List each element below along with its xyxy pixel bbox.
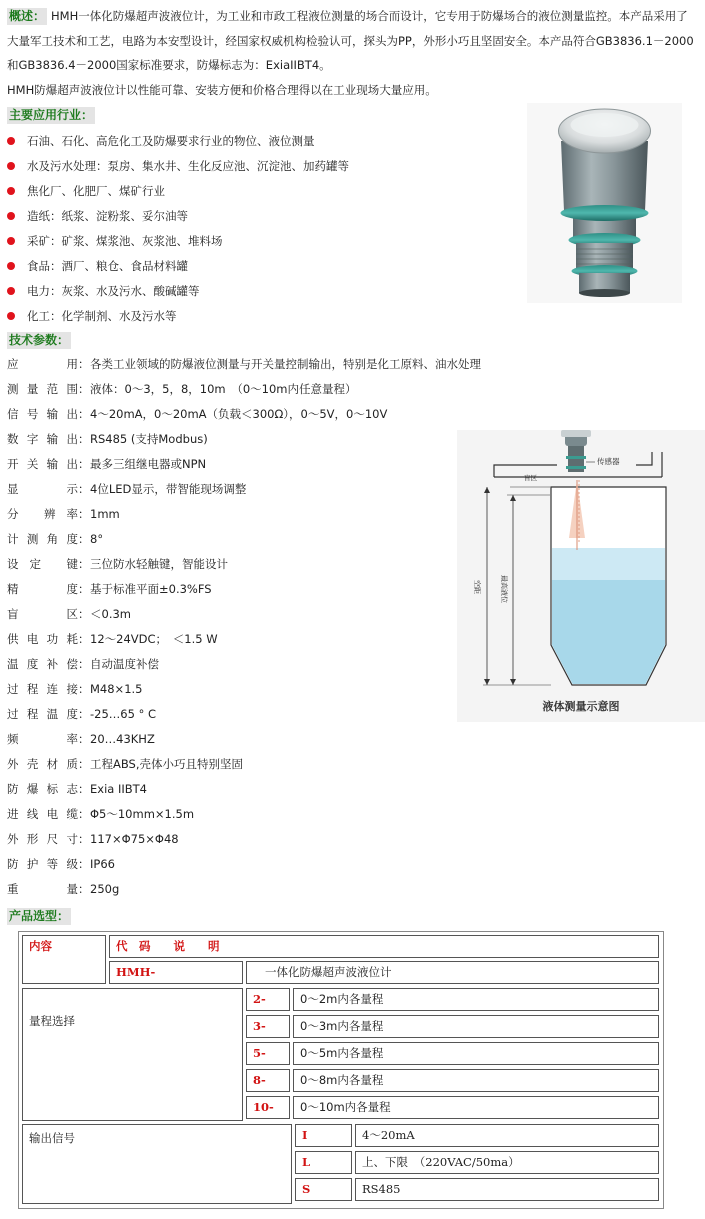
range-label-cell: 量程选择 [22,988,243,1121]
spec-row [7,402,527,427]
spec-label: 测量范围 [7,382,78,396]
spec-value: Φ5～10mm×1.5m [90,807,195,821]
spec-row [7,677,527,702]
spec-colon: ： [78,707,90,721]
spec-value: Exia IIBT4 [90,782,147,796]
spec-label: 精 度 [7,582,78,596]
applications-title: 主要应用行业： [9,108,94,122]
application-item [7,180,517,205]
spec-value: 1mm [90,507,120,521]
application-text: 石油、石化、高危化工及防爆要求行业的物位、液位测量 [27,134,315,148]
range-desc-cell: 0～3m内各量程 [293,1015,659,1038]
spec-label: 数字输出 [7,432,78,446]
spec-value: 12～24VDC； ＜1.5 W [90,632,218,646]
spec-value: 250g [90,882,120,896]
spec-label: 重 量 [7,882,78,896]
application-item [7,280,517,305]
range-code-cell: 3- [246,1015,290,1038]
application-text: 焦化厂、化肥厂、煤矿行业 [27,184,165,198]
range-desc-cell: 0～5m内各量程 [293,1042,659,1065]
spec-value: 最多三组继电器或NPN [90,457,207,471]
spec-value: 117×Φ75×Φ48 [90,832,179,846]
spec-colon: ： [78,482,90,496]
application-text: 化工：化学制剂、水及污水等 [27,309,177,323]
spec-row [7,777,527,802]
spec-colon: ： [78,832,90,846]
spec-value: RS485 (支持Modbus) [90,432,208,446]
spec-colon: ： [78,757,90,771]
bullet-icon [7,187,15,195]
spec-colon: ： [78,582,90,596]
application-text: 造纸：纸浆、淀粉浆、妥尔油等 [27,209,188,223]
spec-label: 显 示 [7,482,78,496]
bullet-icon [7,162,15,170]
range-desc-cell: 0～10m内各量程 [293,1096,659,1119]
application-text: 食品：酒厂、粮仓、食品材料罐 [27,259,188,273]
spec-value: 自动温度补偿 [90,657,159,671]
spec-colon: ： [78,432,90,446]
output-desc-cell: 上、下限 （220VAC/50ma） [355,1151,659,1174]
spec-colon: ： [78,557,90,571]
spec-colon: ： [78,782,90,796]
header-content-cell: 内容 [22,935,106,984]
application-item [7,205,517,230]
empty-distance-label: 空距 [473,580,481,594]
spec-row [7,502,527,527]
spec-value: IP66 [90,857,115,871]
spec-row [7,477,527,502]
range-code-cell: 8- [246,1069,290,1092]
spec-value: -25…65 ° C [90,707,157,721]
spec-value: 20…43KHZ [90,732,155,746]
spec-label: 设定 键 [7,557,78,571]
spec-colon: ： [78,807,90,821]
spec-row [7,652,527,677]
sensor-label: 传感器 [597,457,620,466]
spec-label: 分 辨率 [7,507,78,521]
bullet-icon [7,312,15,320]
spec-value: 三位防水轻触键，智能设计 [90,557,228,571]
spec-colon: ： [78,857,90,871]
spec-value: 基于标准平面±0.3%FS [90,582,212,596]
header-code-cell: 代 码 说 明 [109,935,659,958]
spec-colon: ： [78,607,90,621]
spec-row [7,577,527,602]
diagram-caption: 液体测量示意图 [542,700,620,713]
spec-colon: ： [78,382,90,396]
spec-value: ＜0.3m [90,607,131,621]
spec-colon: ： [78,632,90,646]
spec-label: 外壳材质 [7,757,78,771]
output-code-cell: I [295,1124,352,1147]
spec-label: 温度补偿 [7,657,78,671]
spec-row [7,377,527,402]
spec-colon: ： [78,407,90,421]
spec-label: 计测角度 [7,532,78,546]
spec-colon: ： [78,732,90,746]
application-item [7,130,517,155]
product-photo [527,103,682,303]
application-item [7,305,517,330]
prefix-code-cell: HMH- [109,961,243,984]
output-code-cell: S [295,1178,352,1201]
application-text: 采矿：矿浆、煤浆池、灰浆池、堆料场 [27,234,223,248]
spec-label: 进线电缆 [7,807,78,821]
range-code-cell: 2- [246,988,290,1011]
max-level-label: 最高液位 [500,575,508,603]
overview-text: HMH一体化防爆超声波液位计，为工业和市政工程液位测量的场合而设计，它专用于防爆场合的液位测量监控。本产品采用了大量军工技术和工艺，电路为本安型设计，经国家权威机构检验认可，探头为PP，外形小巧且坚固安全。本产品符合GB3836.1－2000和GB3836.4－2000国家标准要求，防爆标志为：ExiaIIBT4。 [7,9,694,72]
spec-row [7,852,527,877]
spec-label: 频 率 [7,732,78,746]
application-item [7,230,517,255]
spec-row [7,702,527,727]
applications-list [7,130,517,330]
spec-row [7,427,527,452]
spec-row [7,552,527,577]
spec-colon: ： [78,682,90,696]
spec-row [7,627,527,652]
spec-value: 各类工业领域的防爆液位测量与开关量控制输出，特别是化工原料、油水处理 [90,357,481,371]
spec-label: 盲 区 [7,607,78,621]
application-text: 水及污水处理：泵房、集水井、生化反应池、沉淀池、加药罐等 [27,159,349,173]
specs-list [7,352,527,902]
spec-label: 外形尺寸 [7,832,78,846]
measurement-diagram [457,430,705,722]
application-item [7,155,517,180]
spec-label: 开关输出 [7,457,78,471]
spec-value: 液体：0～3，5，8，10m （0～10m内任意量程） [90,382,357,396]
blind-zone-label: 盲区 [524,474,537,482]
spec-label: 过程温度 [7,707,78,721]
spec-colon: ： [78,532,90,546]
overview-section [7,4,699,102]
spec-colon: ： [78,882,90,896]
spec-row [7,827,527,852]
spec-colon: ： [78,657,90,671]
spec-label: 供电功耗 [7,632,78,646]
spec-row [7,602,527,627]
spec-value: 4位LED显示，带智能现场调整 [90,482,247,496]
range-code-cell: 5- [246,1042,290,1065]
spec-label: 应 用 [7,357,78,371]
spec-label: 过程连接 [7,682,78,696]
spec-colon: ： [78,357,90,371]
spec-colon: ： [78,457,90,471]
overview-paragraph [7,4,699,78]
application-item [7,255,517,280]
spec-label: 信号输出 [7,407,78,421]
prefix-desc-cell: 一体化防爆超声波液位计 [246,961,659,984]
output-desc-cell: 4～20mA [355,1124,659,1147]
output-desc-cell: RS485 [355,1178,659,1201]
bullet-icon [7,262,15,270]
spec-row [7,527,527,552]
model-title: 产品选型： [9,909,70,923]
bullet-icon [7,137,15,145]
range-desc-cell: 0～8m内各量程 [293,1069,659,1092]
specs-title: 技术参数： [9,333,70,347]
application-text: 电力：灰浆、水及污水、酸碱罐等 [27,284,200,298]
bullet-icon [7,287,15,295]
spec-value: 工程ABS,壳体小巧且特别坚固 [90,757,244,771]
overview-label: 概述： [9,9,46,23]
spec-row [7,802,527,827]
bullet-icon [7,212,15,220]
model-selection-table [18,931,664,1209]
spec-row [7,452,527,477]
overview-paragraph-2: HMH防爆超声波液位计以性能可靠、安装方便和价格合理得以在工业现场大量应用。 [7,82,437,97]
spec-row [7,352,527,377]
spec-label: 防护等级 [7,857,78,871]
spec-row [7,752,527,777]
spec-value: M48×1.5 [90,682,143,696]
spec-row [7,877,527,902]
spec-label: 防爆标志 [7,782,78,796]
output-label-cell: 输出信号 [22,1124,292,1204]
spec-colon: ： [78,507,90,521]
spec-value: 8° [90,532,104,546]
range-desc-cell: 0～2m内各量程 [293,988,659,1011]
output-code-cell: L [295,1151,352,1174]
bullet-icon [7,237,15,245]
spec-value: 4～20mA，0～20mA（负载＜300Ω），0～5V，0～10V [90,407,388,421]
range-code-cell: 10- [246,1096,290,1119]
spec-row [7,727,527,752]
